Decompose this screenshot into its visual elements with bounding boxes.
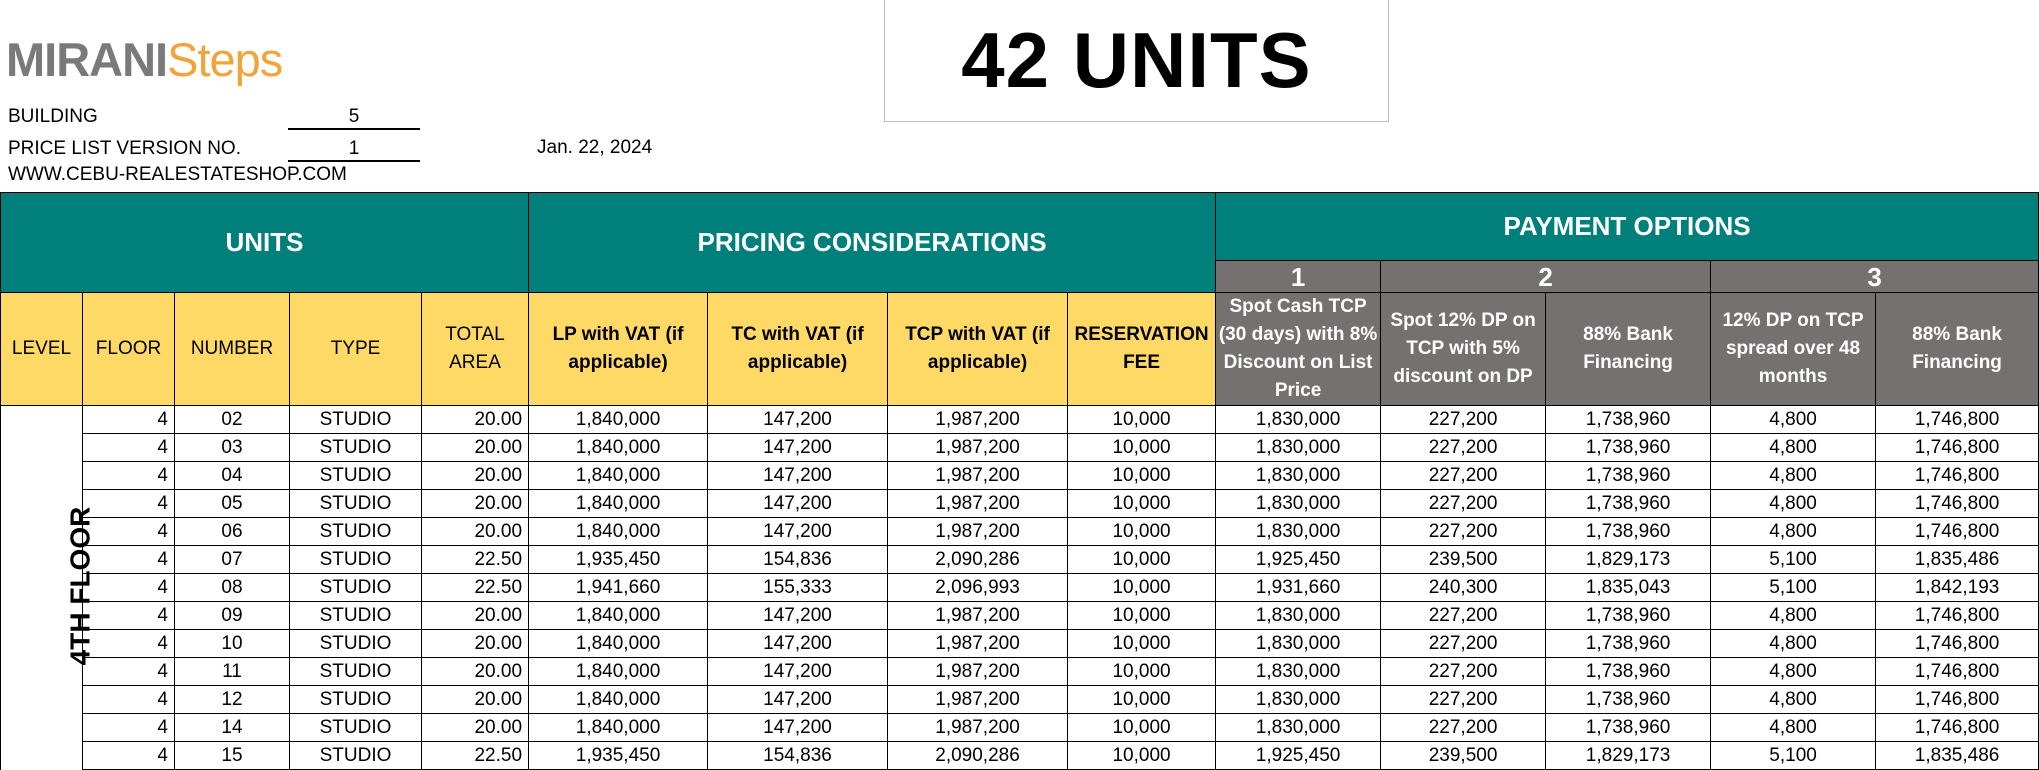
cell-number: 05 — [175, 490, 290, 518]
cell-bank-financing-3: 1,842,193 — [1876, 574, 2039, 602]
table-row — [1, 714, 2039, 742]
cell-tc-with-vat: 147,200 — [708, 434, 888, 462]
cell-tc-with-vat: 155,333 — [708, 574, 888, 602]
cell-type: STUDIO — [290, 546, 422, 574]
cell-bank-financing-3: 1,746,800 — [1876, 462, 2039, 490]
cell-lp-with-vat: 1,840,000 — [529, 434, 708, 462]
cell-reservation-fee: 10,000 — [1068, 546, 1216, 574]
cell-tcp-with-vat: 1,987,200 — [888, 406, 1068, 434]
cell-bank-financing-2: 1,738,960 — [1546, 630, 1711, 658]
cell-lp-with-vat: 1,840,000 — [529, 686, 708, 714]
cell-total-area: 20.00 — [422, 658, 529, 686]
table-row — [1, 602, 2039, 630]
cell-tcp-with-vat: 1,987,200 — [888, 462, 1068, 490]
units-group-header: UNITS — [1, 193, 529, 293]
logo-wordmark: MIRANI — [6, 33, 168, 86]
cell-floor: 4 — [83, 742, 175, 770]
brand-logo — [6, 34, 282, 86]
cell-bank-financing-2: 1,738,960 — [1546, 658, 1711, 686]
cell-total-area: 22.50 — [422, 546, 529, 574]
table-row — [1, 490, 2039, 518]
cell-tc-with-vat: 147,200 — [708, 714, 888, 742]
cell-floor: 4 — [83, 686, 175, 714]
cell-number: 12 — [175, 686, 290, 714]
cell-spot-12-dp: 227,200 — [1381, 462, 1546, 490]
cell-floor: 4 — [83, 630, 175, 658]
cell-type: STUDIO — [290, 630, 422, 658]
cell-bank-financing-3: 1,746,800 — [1876, 630, 2039, 658]
cell-tcp-with-vat: 1,987,200 — [888, 602, 1068, 630]
cell-lp-with-vat: 1,935,450 — [529, 546, 708, 574]
cell-spot-12-dp: 227,200 — [1381, 658, 1546, 686]
cell-reservation-fee: 10,000 — [1068, 490, 1216, 518]
cell-lp-with-vat: 1,840,000 — [529, 630, 708, 658]
cell-floor: 4 — [83, 462, 175, 490]
table-row — [1, 462, 2039, 490]
cell-spot-12-dp: 227,200 — [1381, 714, 1546, 742]
cell-bank-financing-2: 1,738,960 — [1546, 462, 1711, 490]
cell-type: STUDIO — [290, 658, 422, 686]
cell-total-area: 22.50 — [422, 742, 529, 770]
price-list-date: Jan. 22, 2024 — [537, 137, 653, 158]
cell-bank-financing-2: 1,738,960 — [1546, 434, 1711, 462]
cell-tcp-with-vat: 2,090,286 — [888, 546, 1068, 574]
cell-spot-12-dp: 227,200 — [1381, 686, 1546, 714]
cell-dp-48-months: 4,800 — [1711, 686, 1876, 714]
cell-type: STUDIO — [290, 406, 422, 434]
cell-lp-with-vat: 1,840,000 — [529, 602, 708, 630]
cell-spot-12-dp: 227,200 — [1381, 490, 1546, 518]
cell-spot-cash: 1,830,000 — [1216, 602, 1381, 630]
cell-tcp-with-vat: 1,987,200 — [888, 518, 1068, 546]
cell-number: 14 — [175, 714, 290, 742]
cell-bank-financing-3: 1,746,800 — [1876, 434, 2039, 462]
col-tcp-with-vat: TCP with VAT (if applicable) — [888, 293, 1068, 406]
cell-dp-48-months: 4,800 — [1711, 490, 1876, 518]
cell-floor: 4 — [83, 602, 175, 630]
cell-tc-with-vat: 147,200 — [708, 490, 888, 518]
cell-floor: 4 — [83, 546, 175, 574]
cell-floor: 4 — [83, 574, 175, 602]
table-row — [1, 686, 2039, 714]
cell-type: STUDIO — [290, 574, 422, 602]
cell-reservation-fee: 10,000 — [1068, 434, 1216, 462]
cell-type: STUDIO — [290, 602, 422, 630]
cell-bank-financing-3: 1,746,800 — [1876, 602, 2039, 630]
cell-floor: 4 — [83, 490, 175, 518]
units-count-title: 42 UNITS — [884, 0, 1389, 122]
cell-tc-with-vat: 154,836 — [708, 546, 888, 574]
cell-reservation-fee: 10,000 — [1068, 462, 1216, 490]
cell-tcp-with-vat: 1,987,200 — [888, 434, 1068, 462]
cell-spot-cash: 1,925,450 — [1216, 546, 1381, 574]
cell-type: STUDIO — [290, 686, 422, 714]
cell-reservation-fee: 10,000 — [1068, 406, 1216, 434]
cell-total-area: 20.00 — [422, 602, 529, 630]
cell-lp-with-vat: 1,840,000 — [529, 658, 708, 686]
cell-type: STUDIO — [290, 518, 422, 546]
cell-spot-12-dp: 227,200 — [1381, 602, 1546, 630]
cell-dp-48-months: 4,800 — [1711, 630, 1876, 658]
table-row — [1, 742, 2039, 770]
version-value: 1 — [288, 138, 420, 162]
cell-spot-cash: 1,830,000 — [1216, 630, 1381, 658]
cell-bank-financing-2: 1,829,173 — [1546, 742, 1711, 770]
cell-spot-12-dp: 227,200 — [1381, 630, 1546, 658]
cell-spot-cash: 1,925,450 — [1216, 742, 1381, 770]
payment-group-header: PAYMENT OPTIONS — [1216, 193, 2039, 261]
cell-spot-cash: 1,830,000 — [1216, 714, 1381, 742]
cell-total-area: 20.00 — [422, 630, 529, 658]
website-text: WWW.CEBU-REALESTATESHOP.COM — [8, 164, 347, 185]
building-value: 5 — [288, 106, 420, 130]
table-row — [1, 658, 2039, 686]
cell-number: 07 — [175, 546, 290, 574]
cell-reservation-fee: 10,000 — [1068, 714, 1216, 742]
cell-number: 06 — [175, 518, 290, 546]
cell-tcp-with-vat: 1,987,200 — [888, 686, 1068, 714]
cell-tcp-with-vat: 2,096,993 — [888, 574, 1068, 602]
col-lp-with-vat: LP with VAT (if applicable) — [529, 293, 708, 406]
cell-number: 04 — [175, 462, 290, 490]
cell-bank-financing-3: 1,746,800 — [1876, 714, 2039, 742]
cell-dp-48-months: 4,800 — [1711, 434, 1876, 462]
cell-number: 15 — [175, 742, 290, 770]
building-label: BUILDING — [8, 106, 98, 127]
cell-tcp-with-vat: 1,987,200 — [888, 714, 1068, 742]
cell-bank-financing-3: 1,746,800 — [1876, 518, 2039, 546]
cell-spot-cash: 1,830,000 — [1216, 686, 1381, 714]
cell-dp-48-months: 4,800 — [1711, 658, 1876, 686]
cell-spot-12-dp: 227,200 — [1381, 518, 1546, 546]
cell-spot-cash: 1,830,000 — [1216, 490, 1381, 518]
cell-spot-12-dp: 239,500 — [1381, 546, 1546, 574]
table-row — [1, 406, 2039, 434]
cell-bank-financing-3: 1,746,800 — [1876, 406, 2039, 434]
cell-tcp-with-vat: 1,987,200 — [888, 490, 1068, 518]
cell-reservation-fee: 10,000 — [1068, 742, 1216, 770]
cell-spot-cash: 1,830,000 — [1216, 434, 1381, 462]
cell-lp-with-vat: 1,840,000 — [529, 462, 708, 490]
cell-reservation-fee: 10,000 — [1068, 602, 1216, 630]
cell-tc-with-vat: 147,200 — [708, 686, 888, 714]
cell-floor: 4 — [83, 714, 175, 742]
cell-total-area: 20.00 — [422, 490, 529, 518]
cell-tc-with-vat: 147,200 — [708, 518, 888, 546]
cell-number: 10 — [175, 630, 290, 658]
cell-spot-12-dp: 227,200 — [1381, 434, 1546, 462]
price-list-table — [0, 192, 2039, 770]
col-bank-financing-3: 88% Bank Financing — [1876, 293, 2039, 406]
col-reservation-fee: RESERVATION FEE — [1068, 293, 1216, 406]
cell-total-area: 20.00 — [422, 686, 529, 714]
cell-total-area: 22.50 — [422, 574, 529, 602]
cell-bank-financing-3: 1,835,486 — [1876, 546, 2039, 574]
cell-lp-with-vat: 1,840,000 — [529, 490, 708, 518]
col-total-area: TOTAL AREA — [422, 293, 529, 406]
cell-total-area: 20.00 — [422, 462, 529, 490]
cell-bank-financing-2: 1,738,960 — [1546, 686, 1711, 714]
cell-bank-financing-3: 1,835,486 — [1876, 742, 2039, 770]
payment-option-3: 3 — [1711, 261, 2039, 293]
cell-type: STUDIO — [290, 462, 422, 490]
cell-spot-cash: 1,830,000 — [1216, 462, 1381, 490]
table-row — [1, 518, 2039, 546]
cell-spot-12-dp: 227,200 — [1381, 406, 1546, 434]
cell-dp-48-months: 4,800 — [1711, 518, 1876, 546]
cell-bank-financing-2: 1,738,960 — [1546, 518, 1711, 546]
cell-spot-cash: 1,931,660 — [1216, 574, 1381, 602]
cell-spot-cash: 1,830,000 — [1216, 658, 1381, 686]
cell-number: 02 — [175, 406, 290, 434]
cell-lp-with-vat: 1,941,660 — [529, 574, 708, 602]
cell-tc-with-vat: 147,200 — [708, 602, 888, 630]
cell-dp-48-months: 4,800 — [1711, 602, 1876, 630]
cell-tcp-with-vat: 1,987,200 — [888, 630, 1068, 658]
cell-spot-12-dp: 239,500 — [1381, 742, 1546, 770]
cell-bank-financing-2: 1,835,043 — [1546, 574, 1711, 602]
cell-tc-with-vat: 147,200 — [708, 658, 888, 686]
cell-number: 11 — [175, 658, 290, 686]
cell-dp-48-months: 5,100 — [1711, 742, 1876, 770]
cell-bank-financing-2: 1,829,173 — [1546, 546, 1711, 574]
cell-spot-12-dp: 240,300 — [1381, 574, 1546, 602]
cell-reservation-fee: 10,000 — [1068, 686, 1216, 714]
cell-total-area: 20.00 — [422, 434, 529, 462]
cell-reservation-fee: 10,000 — [1068, 658, 1216, 686]
table-row — [1, 574, 2039, 602]
cell-dp-48-months: 4,800 — [1711, 462, 1876, 490]
cell-number: 08 — [175, 574, 290, 602]
cell-total-area: 20.00 — [422, 714, 529, 742]
cell-tc-with-vat: 154,836 — [708, 742, 888, 770]
cell-floor: 4 — [83, 434, 175, 462]
cell-type: STUDIO — [290, 714, 422, 742]
cell-reservation-fee: 10,000 — [1068, 630, 1216, 658]
cell-spot-cash: 1,830,000 — [1216, 518, 1381, 546]
cell-dp-48-months: 5,100 — [1711, 546, 1876, 574]
cell-total-area: 20.00 — [422, 518, 529, 546]
payment-option-1: 1 — [1216, 261, 1381, 293]
cell-dp-48-months: 4,800 — [1711, 714, 1876, 742]
cell-floor: 4 — [83, 518, 175, 546]
col-spot-cash: Spot Cash TCP (30 days) with 8% Discount on List Price — [1216, 293, 1381, 406]
col-floor: FLOOR — [83, 293, 175, 406]
cell-dp-48-months: 4,800 — [1711, 406, 1876, 434]
cell-number: 03 — [175, 434, 290, 462]
col-level: LEVEL — [1, 293, 83, 406]
cell-bank-financing-3: 1,746,800 — [1876, 490, 2039, 518]
cell-tc-with-vat: 147,200 — [708, 406, 888, 434]
cell-tc-with-vat: 147,200 — [708, 462, 888, 490]
cell-tcp-with-vat: 1,987,200 — [888, 658, 1068, 686]
cell-tc-with-vat: 147,200 — [708, 630, 888, 658]
col-type: TYPE — [290, 293, 422, 406]
col-number: NUMBER — [175, 293, 290, 406]
cell-bank-financing-2: 1,738,960 — [1546, 406, 1711, 434]
cell-lp-with-vat: 1,840,000 — [529, 406, 708, 434]
cell-spot-cash: 1,830,000 — [1216, 406, 1381, 434]
cell-bank-financing-2: 1,738,960 — [1546, 714, 1711, 742]
cell-type: STUDIO — [290, 434, 422, 462]
cell-number: 09 — [175, 602, 290, 630]
cell-reservation-fee: 10,000 — [1068, 574, 1216, 602]
cell-type: STUDIO — [290, 490, 422, 518]
table-row — [1, 546, 2039, 574]
col-bank-financing-2: 88% Bank Financing — [1546, 293, 1711, 406]
col-spot-12-dp: Spot 12% DP on TCP with 5% discount on DP — [1381, 293, 1546, 406]
cell-reservation-fee: 10,000 — [1068, 518, 1216, 546]
table-row — [1, 630, 2039, 658]
table-row — [1, 434, 2039, 462]
col-tc-with-vat: TC with VAT (if applicable) — [708, 293, 888, 406]
logo-steps: Steps — [167, 33, 283, 86]
cell-tcp-with-vat: 2,090,286 — [888, 742, 1068, 770]
cell-lp-with-vat: 1,935,450 — [529, 742, 708, 770]
cell-floor: 4 — [83, 406, 175, 434]
level-cell — [1, 406, 96, 770]
cell-bank-financing-3: 1,746,800 — [1876, 658, 2039, 686]
version-label: PRICE LIST VERSION NO. — [8, 138, 241, 159]
cell-bank-financing-3: 1,746,800 — [1876, 686, 2039, 714]
cell-dp-48-months: 5,100 — [1711, 574, 1876, 602]
cell-floor: 4 — [83, 658, 175, 686]
cell-type: STUDIO — [290, 742, 422, 770]
cell-lp-with-vat: 1,840,000 — [529, 714, 708, 742]
cell-total-area: 20.00 — [422, 406, 529, 434]
payment-option-2: 2 — [1381, 261, 1711, 293]
level-label: 4TH FLOOR — [64, 506, 96, 666]
cell-bank-financing-2: 1,738,960 — [1546, 602, 1711, 630]
pricing-group-header: PRICING CONSIDERATIONS — [529, 193, 1216, 293]
cell-lp-with-vat: 1,840,000 — [529, 518, 708, 546]
col-dp-48-months: 12% DP on TCP spread over 48 months — [1711, 293, 1876, 406]
cell-bank-financing-2: 1,738,960 — [1546, 490, 1711, 518]
